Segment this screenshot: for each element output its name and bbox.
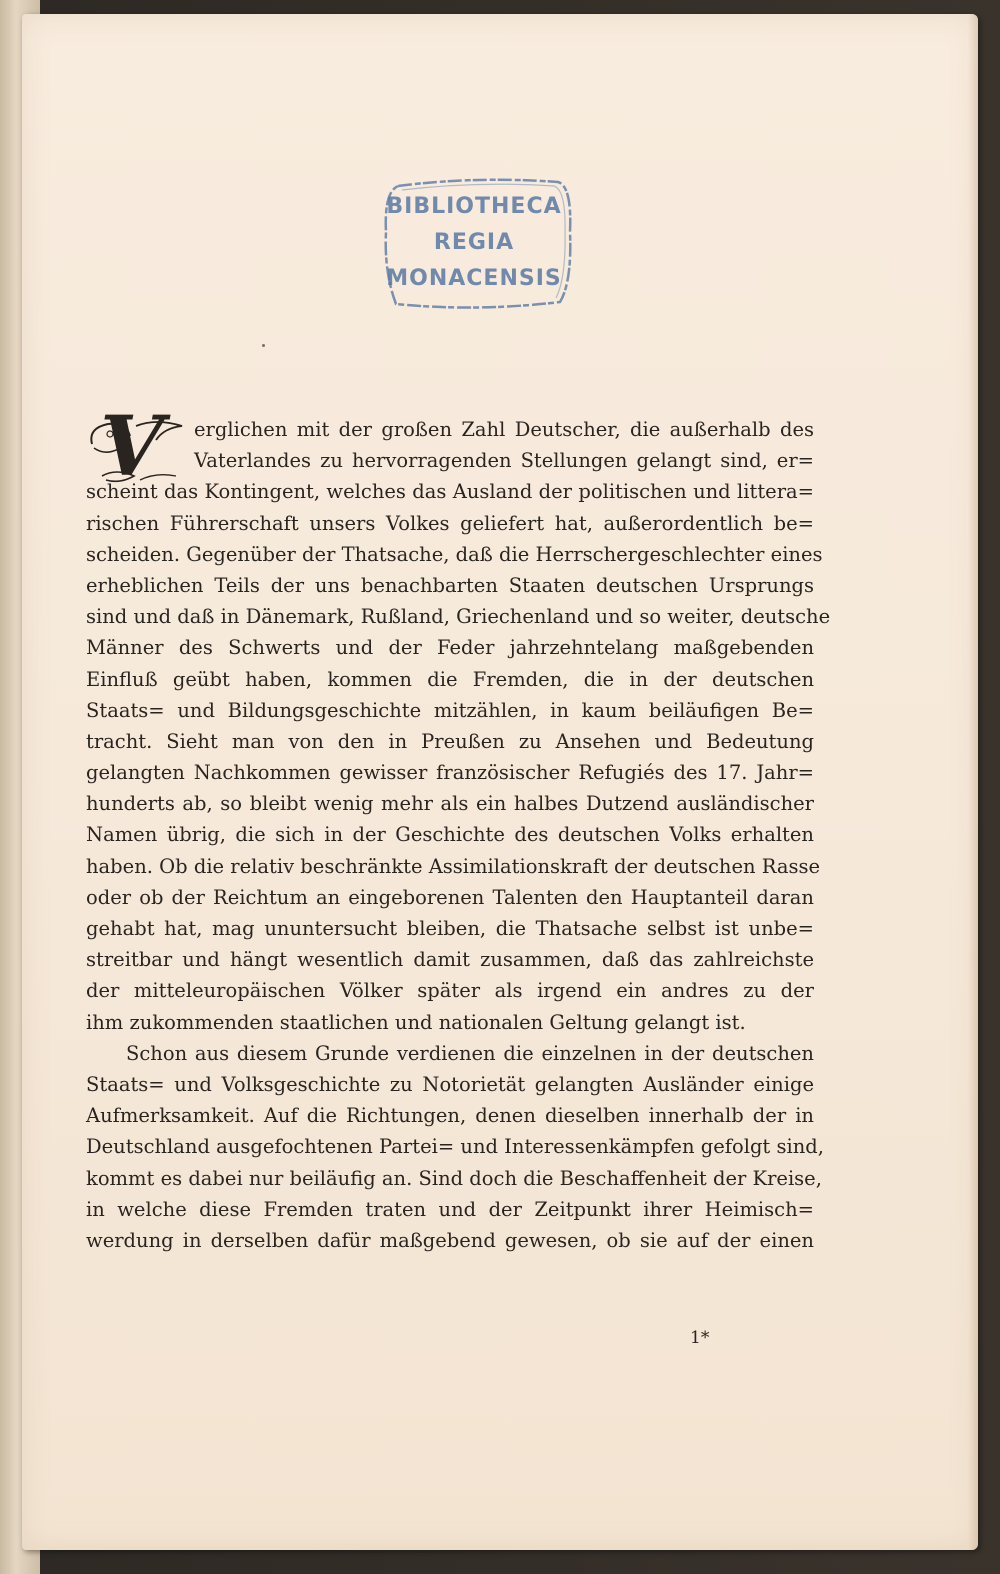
text-line: tracht. Sieht man von den in Preußen zu Ansehen und Bedeutung [86, 729, 814, 753]
text-line: ihm zukommenden staatlichen und nationalen Geltung gelangt ist. [86, 1010, 746, 1034]
text-line: scheiden. Gegenüber der Thatsache, daß die Herrschergeschlechter eines [86, 542, 823, 566]
stamp-line-2: REGIA [433, 230, 515, 255]
ink-speck [262, 344, 265, 347]
text-line: gelangten Nachkommen gewisser französischer Refugiés des 17. Jahr= [86, 761, 814, 785]
text-line: Männer des Schwerts und der Feder jahrzehntelang maßgebenden [86, 636, 814, 660]
stamp-line-1: BIBLIOTHECA [386, 194, 562, 219]
text-line: der mitteleuropäischen Völker später als irgend ein andres zu der [86, 979, 814, 1003]
text-line: kommt es dabei nur beiläufig an. Sind doch die Beschaffenheit der Kreise, [86, 1166, 822, 1190]
page-edge-shadow [968, 14, 978, 1550]
library-stamp [376, 172, 572, 312]
text-line: scheint das Kontingent, welches das Ausland der politischen und littera= [86, 480, 814, 504]
text-line: erheblichen Teils der uns benachbarten Staaten deutschen Ursprungs [86, 573, 814, 597]
text-line: Deutschland ausgefochtenen Partei= und Interessenkämpfen gefolgt sind, [86, 1135, 824, 1159]
text-line: streitbar und hängt wesentlich damit zusammen, daß das zahlreichste [86, 948, 814, 972]
text-line: Vaterlandes zu hervorragenden Stellungen gelangt sind, er= [194, 449, 814, 473]
text-line: rischen Führerschaft unsers Volkes geliefert hat, außerordentlich be= [86, 511, 814, 535]
text-line: sind und daß in Dänemark, Rußland, Griechenland und so weiter, deutsche [86, 605, 831, 629]
stamp-line-3: MONACENSIS [386, 266, 562, 291]
text-line: Staats= und Bildungsgeschichte mitzählen, in kaum beiläufigen Be= [86, 698, 814, 722]
text-line: Aufmerksamkeit. Auf die Richtungen, denen dieselben innerhalb der in [86, 1104, 814, 1128]
text-line: Staats= und Volksgeschichte zu Notorietät gelangten Ausländer einige [86, 1072, 814, 1096]
text-line: in welche diese Fremden traten und der Zeitpunkt ihrer Heimisch= [86, 1197, 814, 1221]
page-signature: 1* [690, 1328, 710, 1348]
text-line: Schon aus diesem Grunde verdienen die einzelnen in der deutschen [126, 1041, 814, 1065]
text-line: hunderts ab, so bleibt wenig mehr als ein halbes Dutzend ausländischer [86, 792, 814, 816]
text-line: Einfluß geübt haben, kommen die Fremden, die in der deutschen [86, 667, 814, 691]
text-line: gehabt hat, mag ununtersucht bleiben, die Thatsache selbst ist unbe= [86, 917, 814, 940]
text-line: erglichen mit der großen Zahl Deutscher, die außerhalb des [194, 418, 814, 441]
drop-cap-letter: V [100, 399, 164, 495]
text-line: haben. Ob die relativ beschränkte Assimilationskraft der deutschen Rasse [86, 854, 821, 878]
text-line: werdung in derselben dafür maßgebend gewesen, ob sie auf der einen [86, 1228, 814, 1252]
text-line: Namen übrig, die sich in der Geschichte des deutschen Volks erhalten [86, 823, 814, 847]
text-line: oder ob der Reichtum an eingeborenen Talenten den Hauptanteil daran [86, 885, 814, 909]
body-text [86, 414, 831, 1256]
